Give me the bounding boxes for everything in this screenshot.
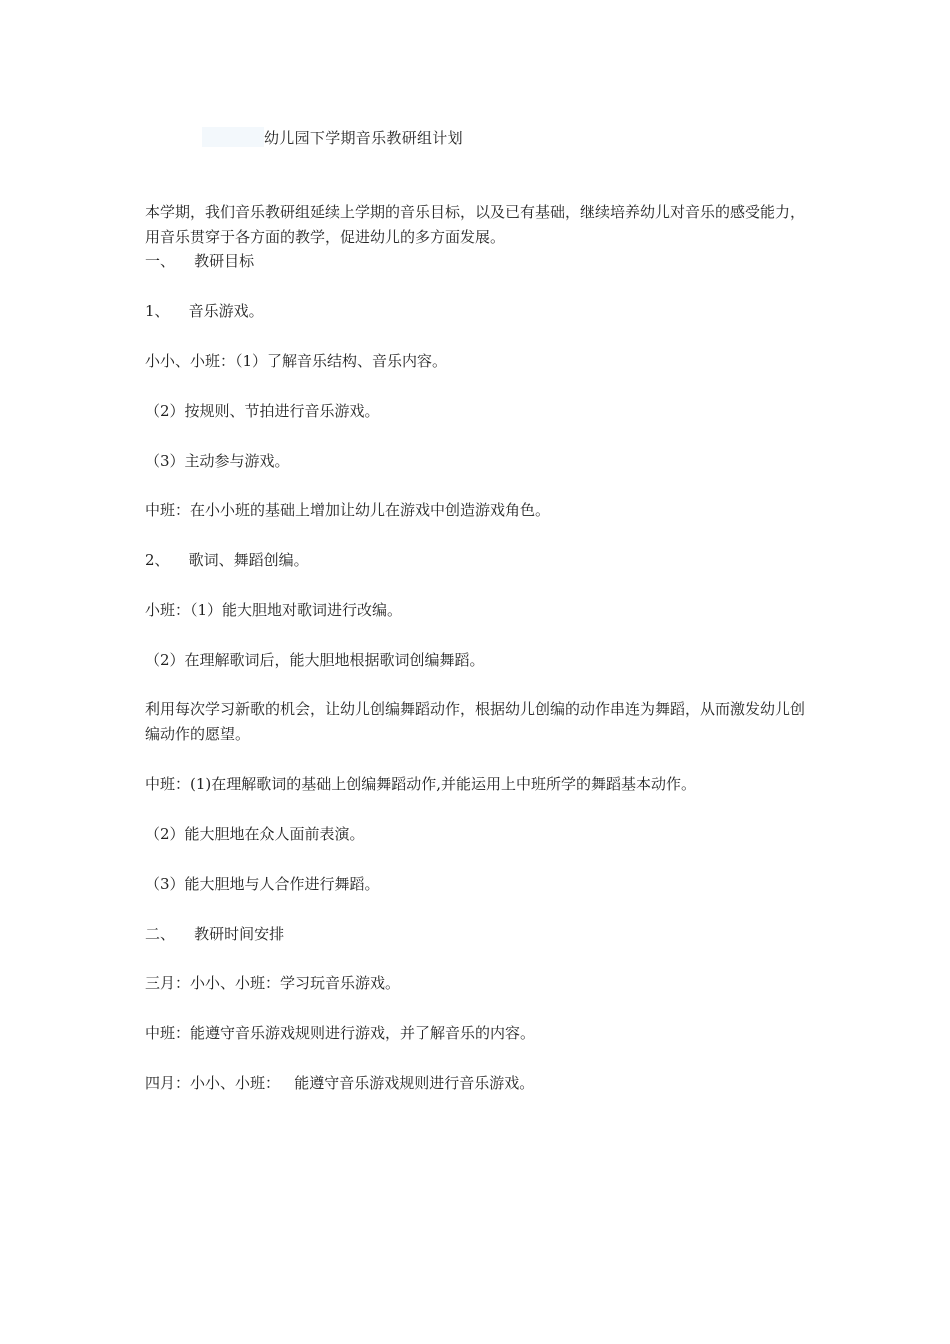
paragraph-small-class-3: （3）主动参与游戏。	[145, 452, 290, 470]
schedule-march-middle: 中班：能遵守音乐游戏规则进行游戏，并了解音乐的内容。	[145, 1024, 536, 1042]
paragraph-middle-class-games: 中班：在小小班的基础上增加让幼儿在游戏中创造游戏角色。	[145, 501, 551, 519]
schedule-april-small: 四月：小小、小班： 能遵守音乐游戏规则进行音乐游戏。	[145, 1074, 535, 1092]
section-heading-goals: 一、 教研目标	[145, 252, 255, 270]
paragraph-small-lyrics-1: 小班：（1）能大胆地对歌词进行改编。	[145, 601, 403, 619]
paragraph-new-songs: 利用每次学习新歌的机会，让幼儿创编舞蹈动作，根据幼儿创编的动作串连为舞蹈，从而激发幼儿创编动作的愿望。	[145, 700, 806, 743]
title-row	[202, 126, 463, 148]
paragraph-small-lyrics-2: （2）在理解歌词后，能大胆地根据歌词创编舞蹈。	[145, 651, 485, 669]
document-title: 幼儿园下学期音乐教研组计划	[264, 128, 463, 147]
paragraph-middle-lyrics-2: （2）能大胆地在众人面前表演。	[145, 825, 365, 843]
section-heading-schedule: 二、 教研时间安排	[145, 925, 285, 943]
paragraph-small-class-2: （2）按规则、节拍进行音乐游戏。	[145, 402, 380, 420]
goal-heading-music-games: 1、 音乐游戏。	[145, 302, 264, 320]
title-highlight	[202, 127, 264, 147]
paragraph-small-class-1: 小小、小班：（1）了解音乐结构、音乐内容。	[145, 352, 448, 370]
paragraph-middle-lyrics-1: 中班：(1)在理解歌词的基础上创编舞蹈动作,并能运用上中班所学的舞蹈基本动作。	[145, 775, 697, 793]
schedule-march-small: 三月：小小、小班：学习玩音乐游戏。	[145, 974, 401, 992]
paragraph-middle-lyrics-3: （3）能大胆地与人合作进行舞蹈。	[145, 875, 380, 893]
intro-paragraph: 本学期，我们音乐教研组延续上学期的音乐目标，以及已有基础，继续培养幼儿对音乐的感受能力，用音乐贯穿于各方面的教学，促进幼儿的多方面发展。	[145, 203, 806, 246]
goal-heading-lyrics-dance: 2、 歌词、舞蹈创编。	[145, 551, 309, 569]
